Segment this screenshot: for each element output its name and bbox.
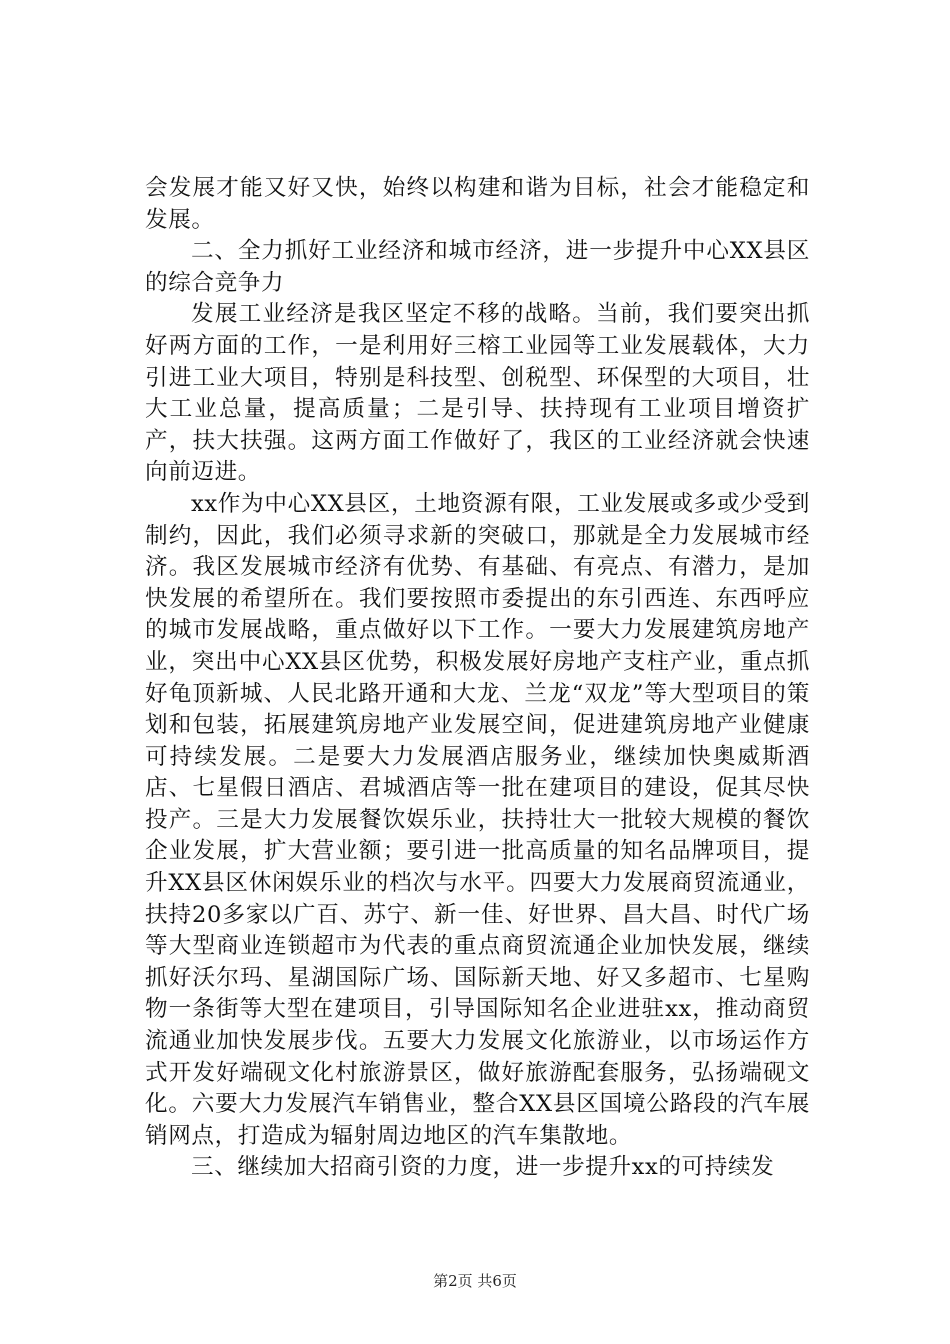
page-number-footer: 第2页 共6页 — [433, 1272, 517, 1290]
section-heading-2: 二、全力抓好工业经济和城市经济，进一步提升中心XX县区的综合竞争力 — [145, 238, 810, 296]
paragraph-urban-economy: xx作为中心XX县区，土地资源有限，工业发展或多或少受到制约，因此，我们必须寻求新的突破口，那就是全力发展城市经济。我区发展城市经济有优势、有基础、有亮点、有潜力，是加快发展的希望所在。我们要按照市委提出的东引西连、东西呼应的城市发展战略，重点做好以下工作。一要大力发展建筑房地产业，突出中心XX县区优势，积极发展好房地产支柱产业，重点抓好龟顶新城、人民北路开通和大龙、兰龙“双龙”等大型项目的策划和包装，拓展建筑房地产业发展空间，促进建筑房地产业健康可持续发展。二是要大力发展酒店服务业，继续加快奥威斯酒店、七星假日酒店、君城酒店等一批在建项目的建设，促其尽快投产。三是大力发展餐饮娱乐业，扶持壮大一批较大规模的餐饮企业发展，扩大营业额；要引进一批高质量的知名品牌项目，提升XX县区休闲娱乐业的档次与水平。四要大力发展商贸流通业，扶持20多家以广百、苏宁、新一佳、好世界、昌大昌、时代广场等大型商业连锁超市为代表的重点商贸流通企业加快发展，继续抓好沃尔玛、星湖国际广场、国际新天地、好又多超市、七星购物一条街等大型在建项目，引导国际知名企业进驻xx，推动商贸流通业加快发展步伐。五要大力发展文化旅游业，以市场运作方式开发好端砚文化村旅游景区，做好旅游配套服务，弘扬端砚文化。六要大力发展汽车销售业，整合XX县区国境公路段的汽车展销网点，打造成为辐射周边地区的汽车集散地。 — [145, 490, 811, 1149]
section-heading-3: 三、继续加大招商引资的力度，进一步提升xx的可持续发 — [191, 1154, 775, 1181]
paragraph-industrial-economy: 发展工业经济是我区坚定不移的战略。当前，我们要突出抓好两方面的工作，一是利用好三榕工业园等工业发展载体，大力引进工业大项目，特别是科技型、创税型、环保型的大项目，壮大工业总量，提高质量；二是引导、扶持现有工业项目增资扩产，扶大扶强。这两方面工作做好了，我区的工业经济就会快速向前迈进。 — [145, 301, 810, 486]
paragraph-continuation: 会发展才能又好又快，始终以构建和谐为目标，社会才能稳定和发展。 — [145, 175, 810, 233]
document-body — [145, 173, 810, 1184]
